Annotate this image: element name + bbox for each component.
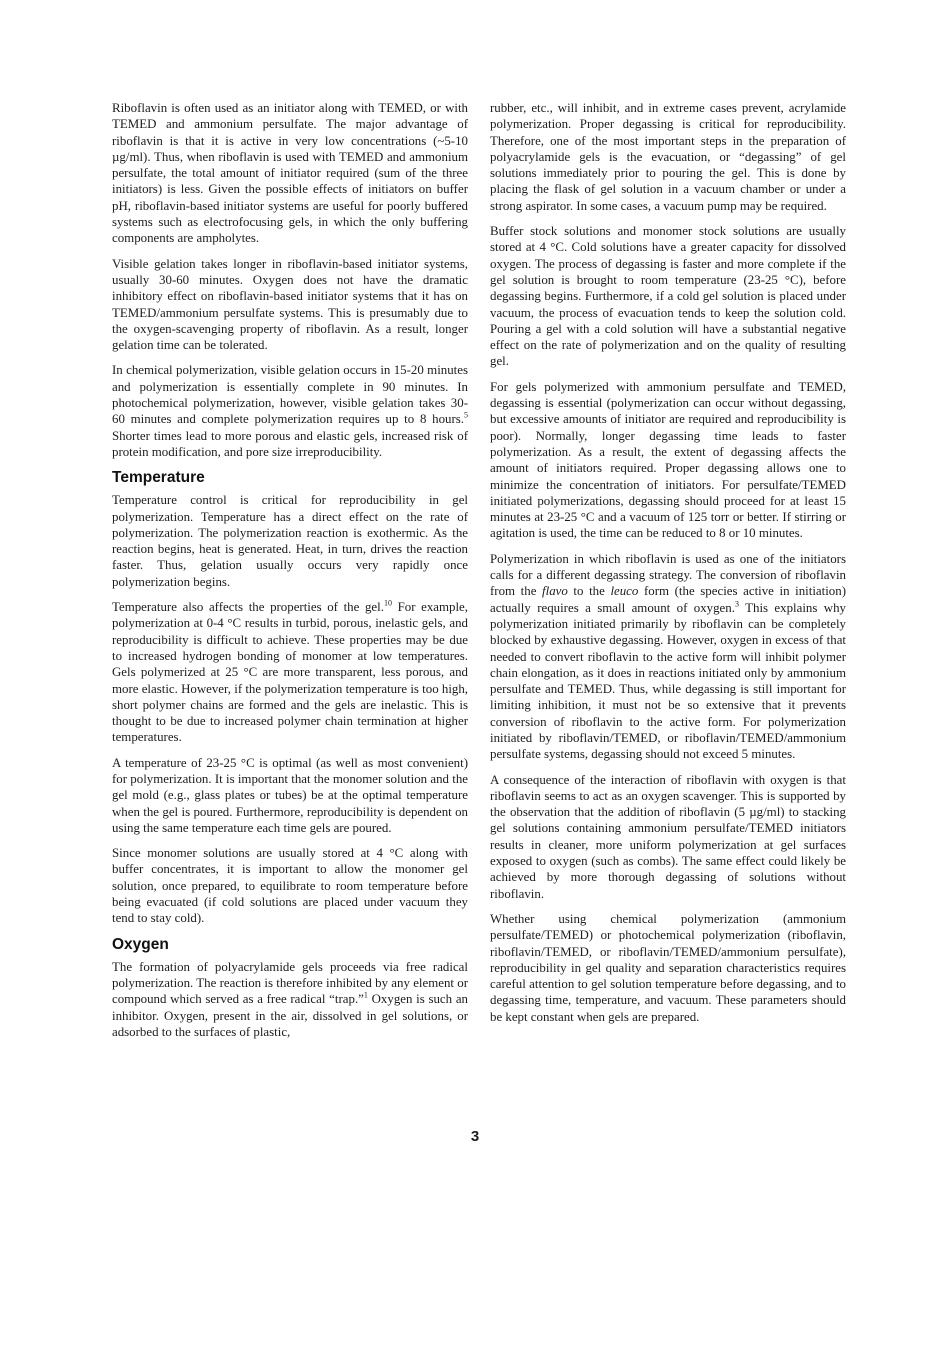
paragraph-persulfate-degassing: For gels polymerized with ammonium persulfate and TEMED, degassing is essential (polymerization can occur without degassing, but excessive amounts of initiator are required and reproducibility is poor). Normally, longer degassing time leads to faster polymerization. As a result, the extent of degassing affects the amount of initiators required. Proper degassing allows one to minimize the concentration of initiators. For persulfate/TEMED initiated polymerizations, degassing should proceed for at least 15 minutes at 23-25 °C and a vacuum of 125 torr or better. If stirring or agitation is used, the time can be reduced to 8 or 10 minutes. bbox=[490, 379, 846, 541]
right-column bbox=[490, 100, 846, 1034]
paragraph-visible-gelation: Visible gelation takes longer in riboflavin-based initiator systems, usually 30-60 minutes. Oxygen does not have the dramatic inhibitory effect on riboflavin-based initiator systems that it has on TEMED/ammonium persulfate systems. This is presumably due to the oxygen-scavenging property of riboflavin. As a result, longer gelation time can be tolerated. bbox=[112, 256, 468, 353]
paragraph-riboflavin-degassing: Polymerization in which riboflavin is used as one of the initiators calls for a different degassing strategy. The conversion of riboflavin from the flavo to the leuco form (the species active in initiation) actually requires a small amount of oxygen.$^3$ This explains why polymerization initiated primarily by riboflavin can be completely blocked by exhaustive degassing. However, oxygen in excess of that needed to convert riboflavin to the active form will inhibit polymer chain elongation, as it does in reactions initiated only by ammonium persulfate and TEMED. Thus, while degassing is still important for limiting inhibition, it must not be so extensive that it prevents conversion of riboflavin to the active form. For polymerization initiated by riboflavin/TEMED, or riboflavin/TEMED/ammonium persulfate systems, degassing should not exceed 5 minutes. bbox=[490, 551, 846, 762]
paragraph-reproducibility: Whether using chemical polymerization (ammonium persulfate/TEMED) or photochemical polymerization (riboflavin, riboflavin/TEMED, or riboflavin/TEMED/ammonium persulfate), reproducibility in gel quality and separation characteristics requires careful attention to gel solution temperature before degassing, and to degassing time, temperature, and vacuum. These parameters should be kept constant when gels are prepared. bbox=[490, 911, 846, 1024]
paragraph-chemical-polymerization: In chemical polymerization, visible gelation occurs in 15-20 minutes and polymerization is essentially complete in 90 minutes. In photochemical polymerization, however, visible gelation takes 30-60 minutes and complete polymerization requires up to 8 hours.$^5$ Shorter times lead to more porous and elastic gels, increased risk of protein modification, and pore size irreproducibility. bbox=[112, 363, 468, 459]
heading-oxygen: Oxygen bbox=[112, 935, 169, 953]
paragraph-monomer-storage: Since monomer solutions are usually stored at 4 °C along with buffer concentrates, it is important to allow the monomer gel solution, once prepared, to equilibrate to room temperature before being evacuated (if cold solutions are placed under vacuum they tend to stay cold). bbox=[112, 846, 468, 926]
paragraph-free-radical: The formation of polyacrylamide gels proceeds via free radical polymerization. The reaction is therefore inhibited by any element or compound which served as a free radical “trap.”$^1$ Oxygen is such an inhibitor. Oxygen, present in the air, dissolved in gel solutions, or adsorbed to the surfaces of plastic, bbox=[112, 959, 468, 1039]
reference-marker: 10 bbox=[383, 598, 392, 608]
paragraph-degassing: rubber, etc., will inhibit, and in extreme cases prevent, acrylamide polymerization. Proper degassing is critical for reproducibility. Therefore, one of the most important steps in the preparation of polyacrylamide gels is the evacuation, or “degassing” of gel solutions immediately prior to pouring the gel. This is done by placing the flask of gel solution in a vacuum chamber or under a strong aspirator. In some cases, a vacuum pump may be required. bbox=[490, 101, 846, 213]
paragraph-temperature-properties: Temperature also affects the properties of the gel.$^{10}$ For example, polymerization at 0-4 °C results in turbid, porous, inelastic gels, and reproducibility is difficult to achieve. These properties may be due to increased hydrogen bonding of monomer at low temperatures. Gels polymerized at 25 °C are more transparent, less porous, and more elastic. However, if the polymerization temperature is too high, short polymer chains are formed and the gels are inelastic. This is thought to be due to increased polymer chain termination at higher temperatures. bbox=[112, 598, 469, 745]
paragraph-temperature-control: Temperature control is critical for reproducibility in gel polymerization. Temperature has a direct effect on the rate of polymerization. The polymerization reaction is exothermic. As the reaction begins, heat is generated. Heat, in turn, drives the reaction faster. Thus, gelation usually occurs very rapidly once polymerization begins. bbox=[112, 493, 468, 589]
paragraph-buffer-stock: Buffer stock solutions and monomer stock solutions are usually stored at 4 °C. Cold solutions have a greater capacity for dissolved oxygen. The process of degassing is faster and more complete if the gel solution is brought to room temperature (23-25 °C), before degassing begins. Furthermore, if a cold gel solution is placed under vacuum, the process of evacuation tends to keep the solution cold. Pouring a gel with a cold solution will have a substantial negative effect on the rate of polymerization and on the quality of resulting gel. bbox=[490, 224, 846, 369]
reference-marker: 1 bbox=[363, 990, 368, 1000]
paragraph-optimal-temperature: A temperature of 23-25 °C is optimal (as well as most convenient) for polymerization. It is important that the monomer solution and the gel mold (e.g., glass plates or tubes) be at the optimal temperature when the gel is poured. Furthermore, reproducibility is dependent on using the same temperature each time gels are poured. bbox=[112, 755, 468, 835]
paragraph-oxygen-scavenger: A consequence of the interaction of riboflavin with oxygen is that riboflavin seems to act as an oxygen scavenger. This is supported by the observation that the addition of riboflavin (5 µg/ml) to stacking gel solutions containing ammonium persulfate/TEMED initiators results in cleaner, more uniform polymerization at gel surfaces exposed to oxygen (such as combs). The same effect could likely be achieved by more thorough degassing of solutions without riboflavin. bbox=[490, 772, 846, 901]
heading-temperature: Temperature bbox=[112, 469, 205, 487]
paragraph-riboflavin-initiator: Riboflavin is often used as an initiator along with TEMED, or with TEMED and ammonium persulfate. The major advantage of riboflavin is that it is active in very low concentrations (~5-10 µg/ml). Thus, when riboflavin is used with TEMED and ammonium persulfate, the total amount of initiator required (sum of the three initiators) is less. Given the possible effects of initiators on buffer pH, riboflavin-based initiator systems are useful for poorly buffered systems such as electrofocusing gels, in which the only buffering components are ampholytes. bbox=[112, 101, 468, 246]
reference-marker: 5 bbox=[464, 411, 468, 421]
reference-marker: 3 bbox=[734, 599, 739, 609]
page-number: 3 bbox=[470, 1128, 480, 1145]
left-column bbox=[112, 100, 468, 1049]
